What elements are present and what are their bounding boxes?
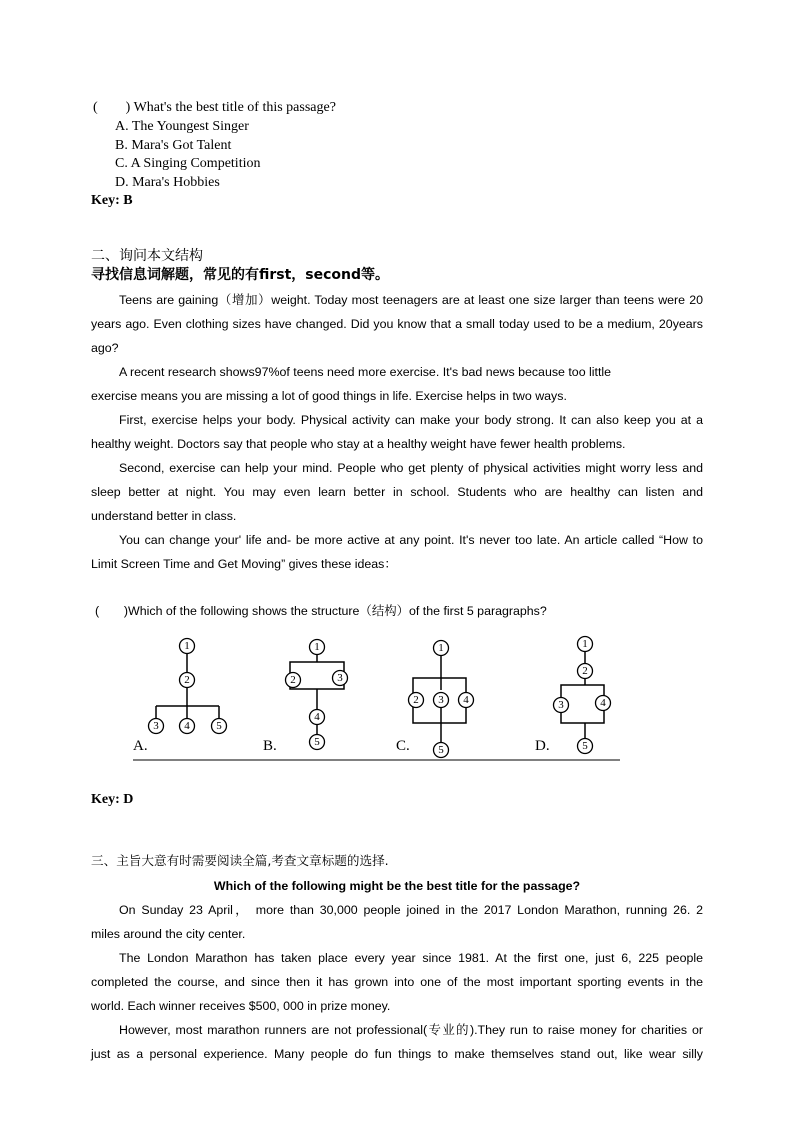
question-1: ( ) What's the best title of this passage? — [93, 100, 336, 115]
node-label: 1 — [582, 638, 588, 650]
node-label: 4 — [184, 720, 190, 732]
paragraph-line: On Sunday 23 April， more than 30,000 people joined in the 2017 London Marathon, running 26. 2 — [119, 903, 703, 917]
paragraph-line: Limit Screen Time and Get Moving” gives these ideas： — [91, 557, 397, 571]
paragraph-line: A recent research shows97%of teens need more exercise. It's bad news because too little — [119, 365, 612, 379]
paragraph-line: years ago. Even clothing sizes have changed. Did you know that a small today used to be a medium, 20years — [91, 317, 703, 331]
answer-key-2: Key: D — [91, 792, 134, 807]
option-c: C. A Singing Competition — [115, 156, 261, 171]
node-label: 2 — [413, 694, 419, 706]
paragraph-line: understand better in class. — [91, 509, 237, 523]
paragraph-line: Second, exercise can help your mind. People who get plenty of physical activities might worry less and — [119, 461, 703, 475]
node-label: 3 — [438, 694, 444, 706]
question-3: Which of the following might be the best title for the passage? — [213, 879, 581, 893]
option-b: B. Mara's Got Talent — [115, 138, 232, 153]
node-label: 5 — [216, 720, 222, 732]
paragraph-line: miles around the city center. — [91, 927, 246, 941]
node-label: 3 — [153, 720, 159, 732]
answer-key-1: Key: B — [91, 193, 133, 208]
paragraph-line: First, exercise helps your body. Physical activity can make your body strong. It can also keep you at a — [119, 413, 703, 427]
question-2: ( )Which of the following shows the structure（结构）of the first 5 paragraphs? — [95, 604, 547, 618]
paragraph-line: sleep better at night. You may even learn better in school. Students who are healthy can listen and — [91, 485, 703, 499]
node-label: 4 — [600, 697, 606, 709]
node-label: 3 — [337, 672, 343, 684]
section-3-heading: 三、主旨大意有时需要阅读全篇,考查文章标题的选择. — [91, 853, 389, 868]
paragraph-line: completed the course, and since then it has grown into one of the most important sporting events in the — [91, 975, 703, 989]
paragraph-line: healthy weight. Doctors say that people who stay at a healthy weight have fewer health problems. — [91, 437, 626, 451]
option-a: A. The Youngest Singer — [115, 119, 249, 134]
node-label: 1 — [314, 641, 320, 653]
node-label: 5 — [582, 740, 588, 752]
paragraph-line: exercise means you are missing a lot of good things in life. Exercise helps in two ways. — [91, 389, 567, 403]
section-2-heading: 二、询问本文结构 — [91, 248, 203, 264]
diagram-option-b-label: B. — [263, 738, 277, 754]
node-label: 1 — [184, 640, 190, 652]
paragraph-line: ago? — [91, 341, 119, 355]
diagram-option-d-label: D. — [535, 738, 550, 754]
node-label: 3 — [558, 699, 564, 711]
paragraph-line: However, most marathon runners are not professional(专业的).They run to raise money for charities or — [119, 1023, 703, 1037]
node-label: 2 — [290, 674, 296, 686]
node-label: 2 — [184, 674, 190, 686]
paragraph-line: Teens are gaining（增加）weight. Today most teenagers are at least one size larger than teens were 20 — [119, 293, 703, 307]
node-label: 4 — [463, 694, 469, 706]
node-label: 1 — [438, 642, 444, 654]
option-d: D. Mara's Hobbies — [115, 175, 220, 190]
node-label: 4 — [314, 711, 320, 723]
paragraph-line: world. Each winner receives $500, 000 in prize money. — [91, 999, 391, 1013]
diagram-option-c-label: C. — [396, 738, 410, 754]
diagram-option-a-label: A. — [133, 738, 148, 754]
node-label: 2 — [582, 665, 588, 677]
node-label: 5 — [438, 744, 444, 756]
paragraph-line: You can change your' life and- be more active at any point. It's never too late. An article called “How to — [119, 533, 703, 547]
node-label: 5 — [314, 736, 320, 748]
paragraph-line: just as a personal experience. Many people do fun things to make themselves stand out, like wear silly — [91, 1047, 703, 1061]
section-2-subheading: 寻找信息词解题，常见的有first，second等。 — [91, 267, 390, 283]
paragraph-line: The London Marathon has taken place every year since 1981. At the first one, just 6, 225 people — [119, 951, 703, 965]
